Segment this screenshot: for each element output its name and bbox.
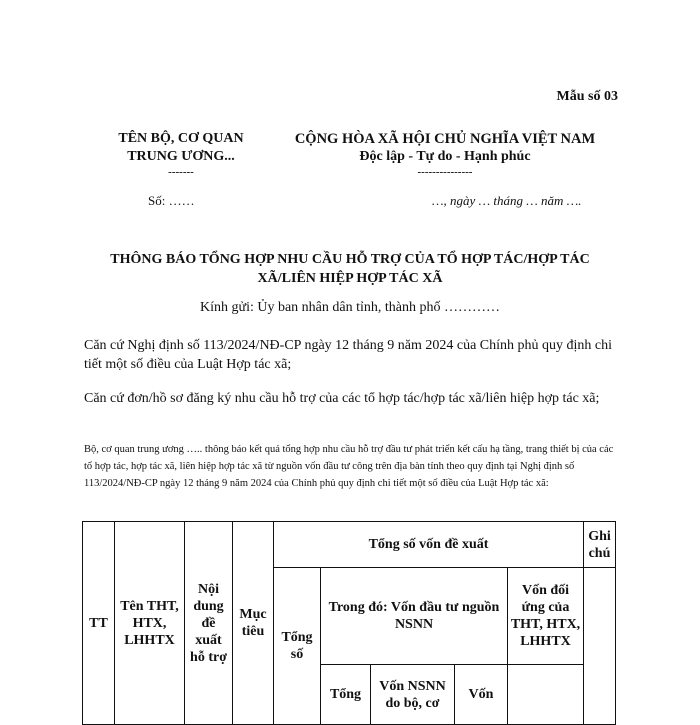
header-sum: Tổng số [274,568,321,725]
paragraph-notice-body: Bộ, cơ quan trung ương ….. thông báo kết quả tổng hợp nhu cầu hỗ trợ đầu tư phát triển kết cấu hạ tầng, trang thiết bị của các tổ hợp tác, hợp tác xã, liên hiệp hợp tác xã từ nguồn vốn đầu tư công trên địa bàn tỉnh theo quy định tại Nghị định số 113/2024/NĐ-CP ngày 12 tháng 9 năm 2024 của Chính phủ quy định chi tiết một số điều của Luật Hợp tác xã: [84,444,614,489]
header-counterpart-capital: Vốn đối ứng của THT, HTX, LHHTX [508,568,584,665]
nation-block [272,130,618,178]
agency-block [86,130,276,178]
document-number: Số: …… [148,193,195,208]
header-support-content: Nội dung đề xuất hỗ trợ [185,522,233,725]
nation-divider: --------------- [417,166,473,178]
document-title [82,250,618,288]
form-number: Mẫu số 03 [556,89,618,104]
header-cooperative-name: Tên THT, HTX, LHHTX [115,522,185,725]
national-title: CỘNG HÒA XÃ HỘI CHỦ NGHĨA VIỆT NAM [294,131,596,147]
greeting: Kính gửi: Ủy ban nhân dân tỉnh, thành phố ………… [199,300,500,315]
header-tt: TT [83,522,115,725]
counterpart-sub-cell [508,665,584,725]
agency-name-line1: TÊN BỘ, CƠ QUAN [118,131,244,146]
header-total-proposed-capital: Tổng số vốn đề xuất [274,522,584,568]
document-date: …, ngày … tháng … năm …. [432,193,582,208]
header-goal: Mục tiêu [233,522,274,725]
header-other-capital: Vốn [455,665,508,725]
note-cell [584,568,616,725]
agency-name-line2: TRUNG ƯƠNG... [127,149,235,164]
header-subtotal: Tổng [321,665,371,725]
support-needs-table [82,521,616,725]
header-ministry-capital: Vốn NSNN do bộ, cơ [371,665,455,725]
header-note: Ghi chú [584,522,616,568]
title-line-1: THÔNG BÁO TỔNG HỢP NHU CẦU HỖ TRỢ CỦA TỔ HỢP TÁC/HỢP TÁC [110,252,590,267]
paragraph-legal-basis: Căn cứ Nghị định số 113/2024/NĐ-CP ngày 12 tháng 9 năm 2024 của Chính phủ quy định chi tiết một số điều của Luật Hợp tác xã; [84,338,613,372]
paragraph-application-basis: Căn cứ đơn/hồ sơ đăng ký nhu cầu hỗ trợ của các tổ hợp tác/hợp tác xã/liên hiệp hợp tác xã; [84,391,600,406]
agency-divider: ------- [168,166,194,178]
header-state-budget-capital: Trong đó: Vốn đầu tư nguồn NSNN [321,568,508,665]
title-line-2: XÃ/LIÊN HIỆP HỢP TÁC XÃ [257,271,443,286]
national-motto: Độc lập - Tự do - Hạnh phúc [359,149,531,164]
